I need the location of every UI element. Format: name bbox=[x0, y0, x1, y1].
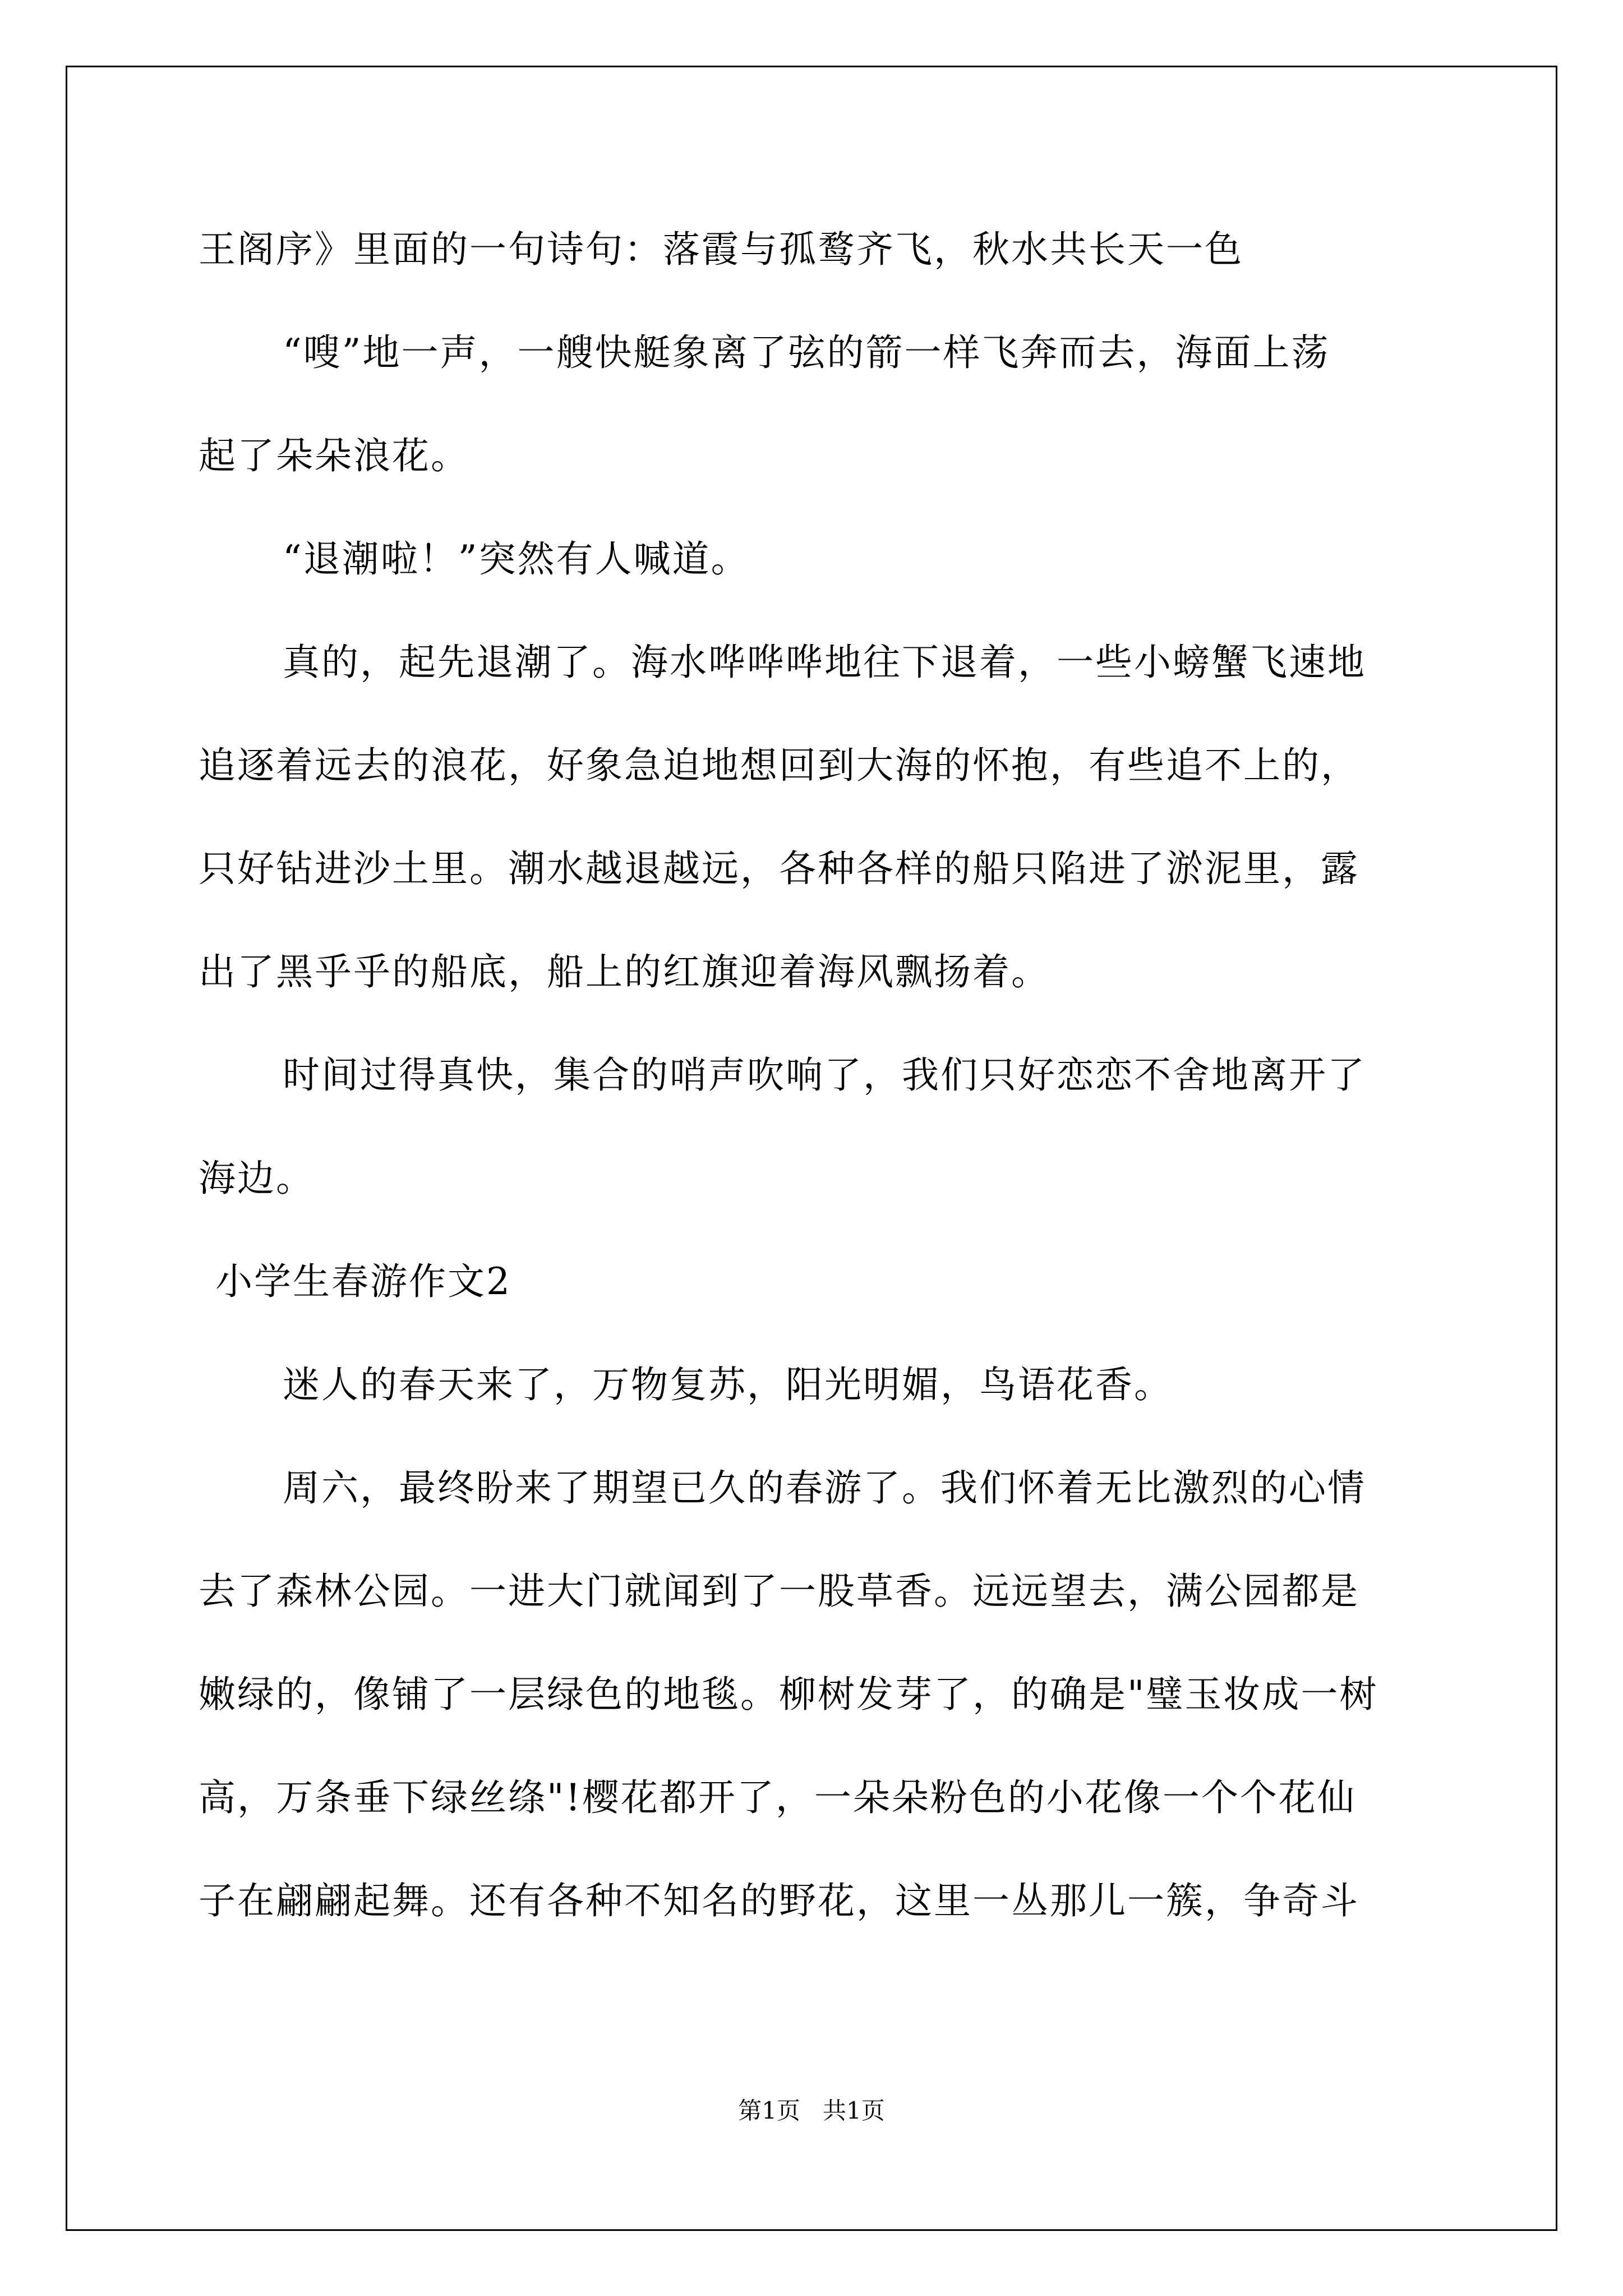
text-line: 海边。 bbox=[199, 1157, 315, 1200]
text-line: 去了森林公园。一进大门就闻到了一股草香。远远望去，满公园都是 bbox=[199, 1570, 1359, 1613]
text-line: “嗖”地一声，一艘快艇象离了弦的箭一样飞奔而去，海面上荡 bbox=[283, 331, 1330, 374]
page-footer: 第1页 共1页 bbox=[738, 2097, 885, 2124]
section-heading: 小学生春游作文2 bbox=[215, 1260, 511, 1303]
text-line: 起了朵朵浪花。 bbox=[199, 434, 469, 477]
text-line: 追逐着远去的浪花，好象急迫地想回到大海的怀抱，有些追不上的， bbox=[199, 744, 1359, 787]
text-line: 高，万条垂下绿丝绦"!樱花都开了，一朵朵粉色的小花像一个个花仙 bbox=[199, 1776, 1356, 1819]
text-line: 迷人的春天来了，万物复苏，阳光明媚，鸟语花香。 bbox=[283, 1363, 1173, 1406]
text-line: 真的，起先退潮了。海水哗哗哗地往下退着，一些小螃蟹飞速地 bbox=[283, 641, 1366, 684]
text-line: 周六，最终盼来了期望已久的春游了。我们怀着无比激烈的心情 bbox=[283, 1466, 1366, 1510]
text-line: 只好钻进沙土里。潮水越退越远，各种各样的船只陷进了淤泥里，露 bbox=[199, 847, 1359, 890]
text-line: 时间过得真快，集合的哨声吹响了，我们只好恋恋不舍地离开了 bbox=[283, 1053, 1366, 1097]
text-line: 王阁序》里面的一句诗句：落霞与孤鹜齐飞，秋水共长天一色 bbox=[199, 228, 1243, 271]
text-line: 子在翩翩起舞。还有各种不知名的野花，这里一丛那儿一簇，争奇斗 bbox=[199, 1879, 1359, 1922]
text-line: “退潮啦！”突然有人喊道。 bbox=[283, 537, 750, 581]
text-line: 嫩绿的，像铺了一层绿色的地毯。柳树发芽了，的确是"璧玉妆成一树 bbox=[199, 1673, 1378, 1716]
text-line: 出了黑乎乎的船底，船上的红旗迎着海风飘扬着。 bbox=[199, 950, 1050, 993]
